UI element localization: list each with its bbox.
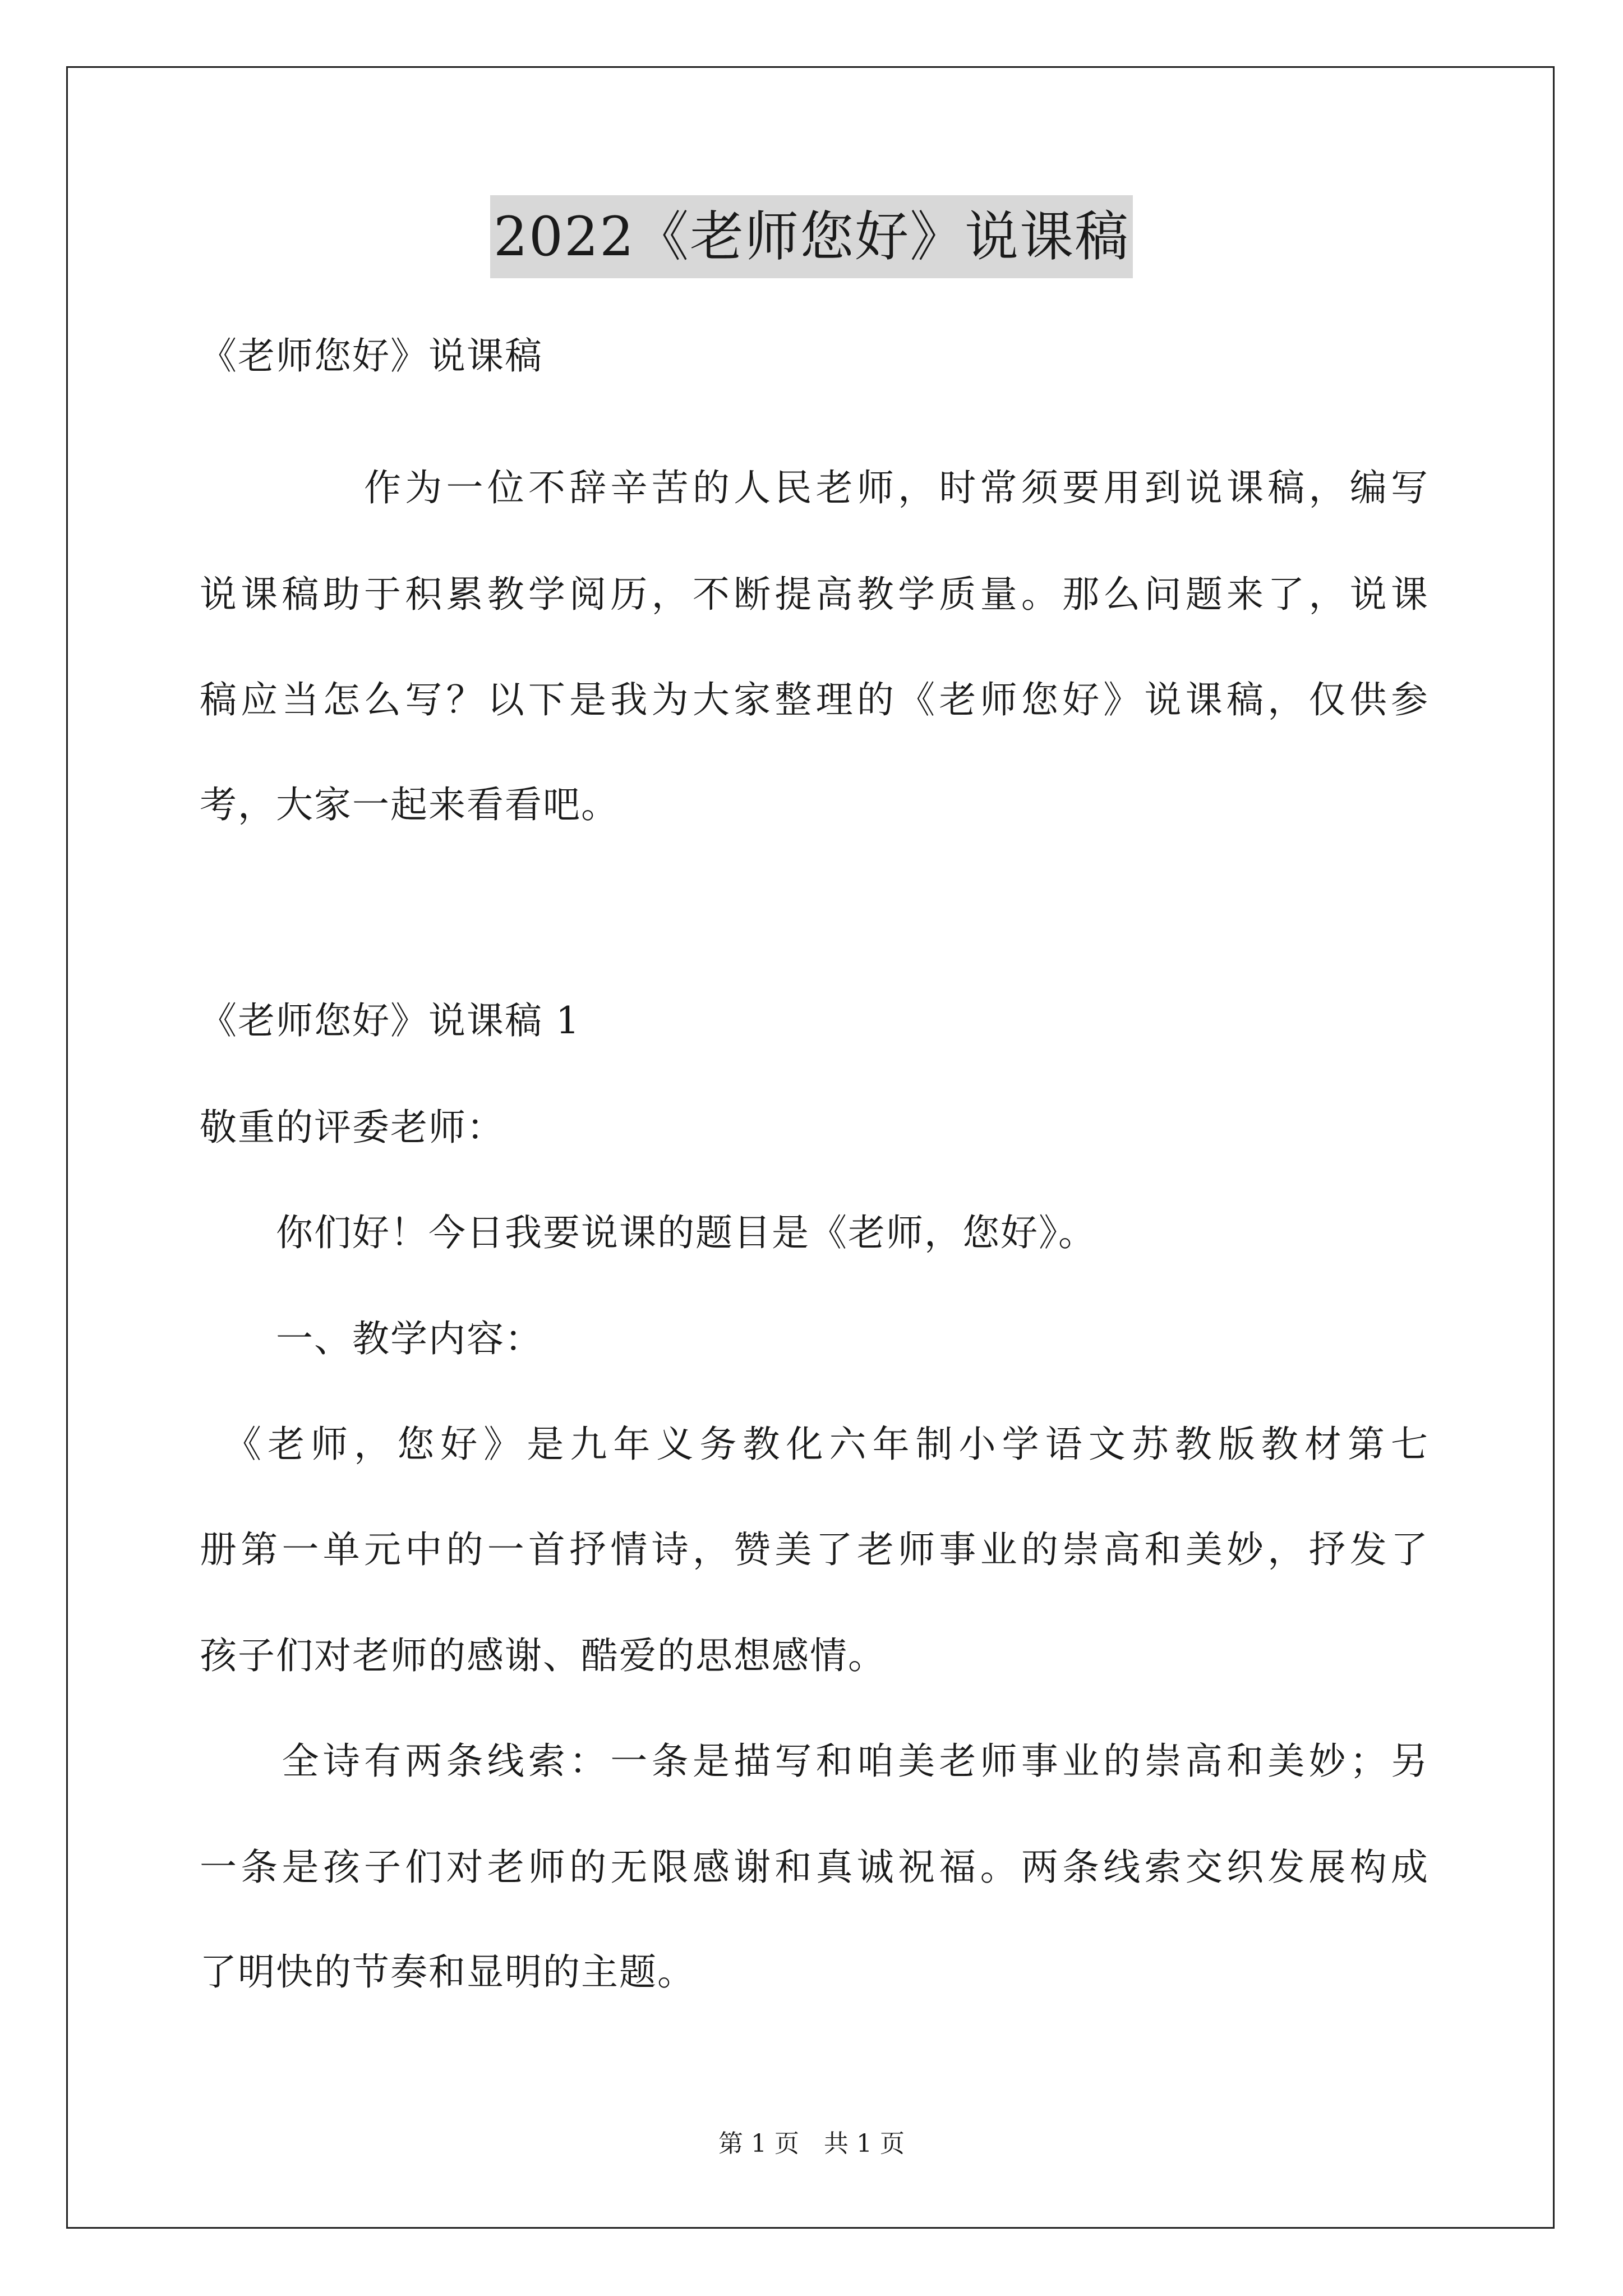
section-heading: 《老师您好》说课稿 1 bbox=[200, 999, 580, 1042]
intro-line-3: 稿应当怎么写？以下是我为大家整理的《老师您好》说课稿，仅供参 bbox=[200, 678, 1429, 721]
page-footer: 第 1 页 共 1 页 bbox=[718, 2129, 905, 2158]
document-title: 2022《老师您好》说课稿 bbox=[490, 195, 1133, 278]
content-line-5: 一条是孩子们对老师的无限感谢和真诚祝福。两条线索交织发展构成 bbox=[200, 1846, 1429, 1889]
intro-line-1: 作为一位不辞辛苦的人民老师，时常须要用到说课稿，编写 bbox=[200, 466, 1429, 509]
greeting-line: 你们好！今日我要说课的题目是《老师，您好》。 bbox=[200, 1211, 1096, 1254]
subsection-heading: 一、教学内容： bbox=[200, 1317, 543, 1360]
subtitle-line: 《老师您好》说课稿 bbox=[200, 334, 543, 378]
content-line-3: 孩子们对老师的感谢、酷爱的思想感情。 bbox=[200, 1634, 886, 1677]
intro-line-4: 考，大家一起来看看吧。 bbox=[200, 783, 619, 826]
content-line-6: 了明快的节奏和显明的主题。 bbox=[200, 1950, 695, 1994]
title-container bbox=[0, 195, 1623, 278]
intro-line-2: 说课稿助于积累教学阅历，不断提高教学质量。那么问题来了，说课 bbox=[200, 573, 1429, 616]
content-line-2: 册第一单元中的一首抒情诗，赞美了老师事业的崇高和美妙，抒发了 bbox=[200, 1528, 1429, 1571]
content-line-1: 《老师，您好》是九年义务教化六年制小学语文苏教版教材第七 bbox=[200, 1423, 1429, 1466]
content-line-4: 全诗有两条线索：一条是描写和咱美老师事业的崇高和美妙；另 bbox=[200, 1740, 1429, 1783]
salutation-line: 敬重的评委老师： bbox=[200, 1106, 505, 1149]
